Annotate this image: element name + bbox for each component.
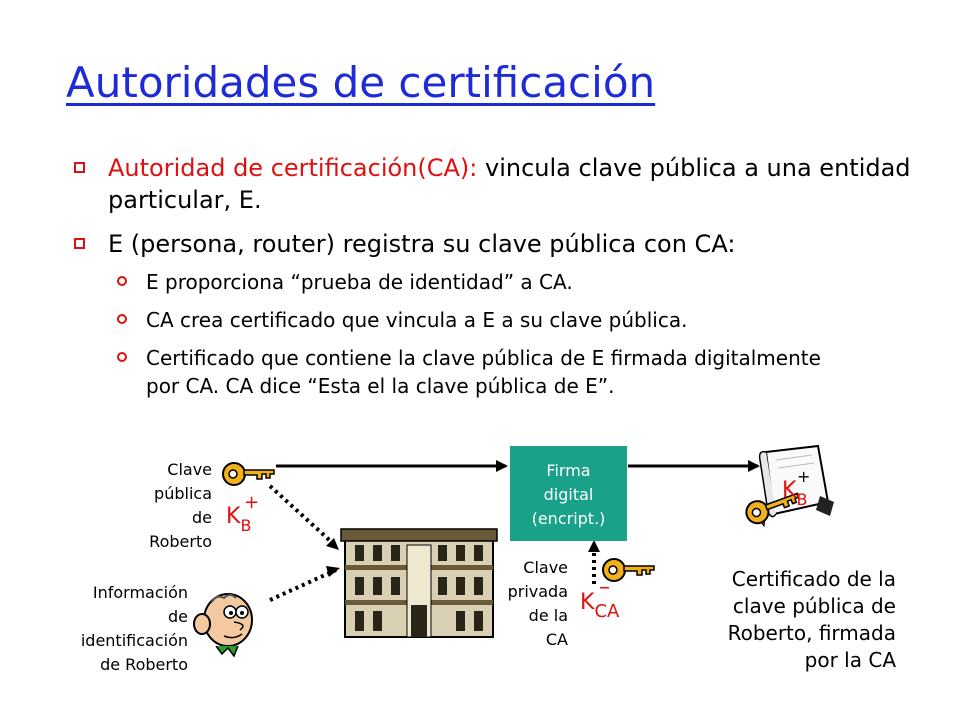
label-line: de Roberto [100,655,188,674]
private-key-sup: – [599,575,610,600]
label-line: Certificado de la [731,567,896,591]
key-icon [223,463,274,485]
identity-info-label [20,581,188,677]
dotted-arrow-icon [270,570,336,600]
sub-bullet-create-text: CA crea certificado que vincula a E a su clave pública. [146,308,688,332]
digital-signature-box [510,446,627,541]
label-line: CA [545,630,568,649]
label-line: de [192,508,212,527]
key-symbol-subscript: B [796,490,808,509]
bullet-ca-term: Autoridad de certificación(CA): [108,154,478,182]
page-title: Autoridades de certificación [66,58,656,107]
certificate-label [660,566,896,674]
bullet-registration-text: E (persona, router) registra su clave pública con CA: [108,230,736,258]
key-symbol-letter: K [782,478,797,503]
key-icon [603,559,654,581]
label-line: pública [154,484,212,503]
public-key-label [100,458,212,554]
public-key-sup: + [244,492,260,513]
firma-line: Firma [546,460,591,480]
label-line: de la [528,606,568,625]
label-line: privada [507,582,568,601]
label-line: Roberto [149,532,212,551]
dotted-arrow-icon [270,486,337,547]
firma-line: (encript.) [531,508,606,528]
label-line: por la CA [804,648,896,672]
private-key-label [490,556,568,652]
label-line: Clave [167,460,212,479]
label-line: identificación [80,631,188,650]
firma-line: digital [543,484,594,504]
label-line: Información [92,583,188,602]
key-symbol-subscript: CA [594,601,620,622]
label-line: Clave [523,558,568,577]
bullet-ca-text: vincula clave pública a una entidad particular, E. [108,154,911,214]
sub-bullet-certificate-text: Certificado que contiene la clave pública de E firmada digitalmente por CA. CA dice “Esta el la clave pública de E”. [146,346,821,398]
label-line: Roberto, firmada [727,621,896,645]
label-line: de [168,607,188,626]
key-symbol-subscript: B [240,516,252,535]
sub-bullet-proof-text: E proporciona “prueba de identidad” a CA. [146,270,573,294]
certificate-key-sup: + [797,467,811,486]
key-symbol-letter: K [580,590,595,615]
key-symbol-letter: K [226,504,241,529]
label-line: clave pública de [732,594,896,618]
person-icon [194,594,252,656]
ca-building-icon [341,529,497,637]
